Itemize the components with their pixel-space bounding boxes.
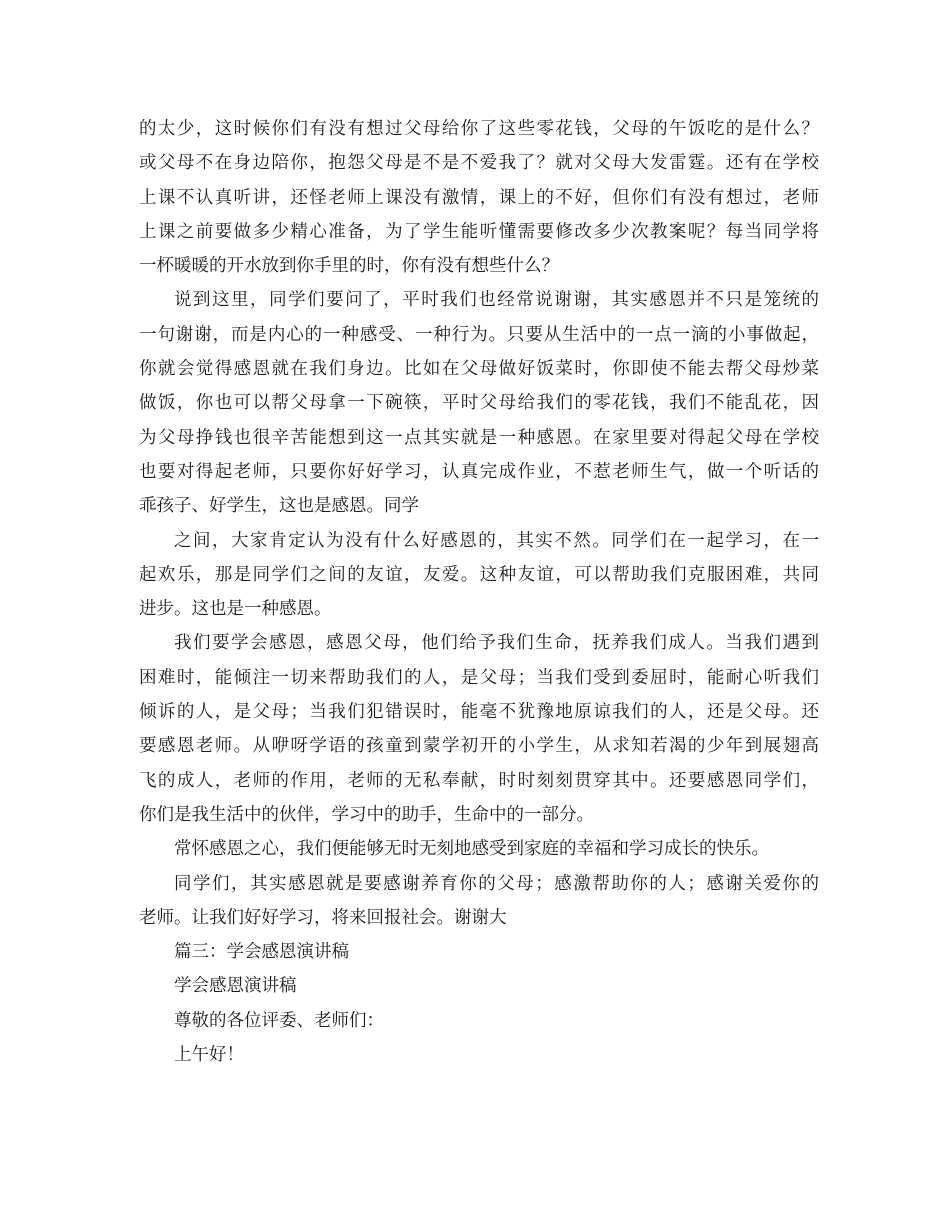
text-line: 一句谢谢，而是内心的一种感受、一种行为。只要从生活中的一点一滴的小事做起， xyxy=(139,324,819,345)
text-line: 也要对得起老师，只要你好好学习，认真完成作业，不惹老师生气，做一个听话的 xyxy=(139,461,819,482)
text-line: 上午好！ xyxy=(174,1045,244,1066)
text-line: 一杯暖暖的开水放到你手里的时，你有没有想些什么？ xyxy=(139,256,559,277)
text-line: 篇三：学会感恩演讲稿 xyxy=(174,942,349,963)
text-line: 的太少，这时候你们有没有想过父母给你了这些零花钱，父母的午饭吃的是什么？ xyxy=(139,119,819,139)
text-line: 同学们，其实感恩就是要感谢养育你的父母；感激帮助你的人；感谢关爱你的 xyxy=(174,873,819,894)
text-line: 我们要学会感恩，感恩父母，他们给予我们生命，抚养我们成人。当我们遇到 xyxy=(174,633,819,654)
text-line: 上课之前要做多少精心准备，为了学生能听懂需要修改多少次教案呢？每当同学将 xyxy=(139,221,819,242)
document-body xyxy=(139,112,819,1072)
text-line: 要感恩老师。从咿呀学语的孩童到蒙学初开的小学生，从求知若渴的少年到展翅高 xyxy=(139,736,819,757)
text-line: 为父母挣钱也很辛苦能想到这一点其实就是一种感恩。在家里要对得起父母在学校 xyxy=(139,427,819,448)
text-line: 常怀感恩之心，我们便能够无时无刻地感受到家庭的幸福和学习成长的快乐。 xyxy=(174,839,769,860)
text-line: 倾诉的人，是父母；当我们犯错误时，能毫不犹豫地原谅我们的人，还是父母。还 xyxy=(139,702,819,723)
text-line: 飞的成人，老师的作用，老师的无私奉献，时时刻刻贯穿其中。还要感恩同学们， xyxy=(139,770,819,791)
text-line: 你们是我生活中的伙伴，学习中的助手，生命中的一部分。 xyxy=(139,804,594,825)
text-line: 说到这里，同学们要问了，平时我们也经常说谢谢，其实感恩并不只是笼统的 xyxy=(174,290,819,311)
text-line: 尊敬的各位评委、老师们： xyxy=(174,1010,384,1031)
text-line: 或父母不在身边陪你，抱怨父母是不是不爱我了？就对父母大发雷霆。还有在学校 xyxy=(139,153,819,174)
text-line: 之间，大家肯定认为没有什么好感恩的，其实不然。同学们在一起学习，在一 xyxy=(174,530,819,551)
text-line: 进步。这也是一种感恩。 xyxy=(139,599,332,620)
text-line: 起欢乐，那是同学们之间的友谊，友爱。这种友谊，可以帮助我们克服困难，共同 xyxy=(139,564,819,585)
text-line: 做饭，你也可以帮父母拿一下碗筷，平时父母给我们的零花钱，我们不能乱花，因 xyxy=(139,393,819,414)
text-line: 学会感恩演讲稿 xyxy=(174,976,297,997)
text-line: 老师。让我们好好学习，将来回报社会。谢谢大 xyxy=(139,907,507,928)
text-line: 乖孩子、好学生，这也是感恩。同学 xyxy=(139,496,419,517)
text-line: 困难时，能倾注一切来帮助我们的人，是父母；当我们受到委屈时，能耐心听我们 xyxy=(139,667,819,688)
text-line: 上课不认真听讲，还怪老师上课没有激情，课上的不好，但你们有没有想过，老师 xyxy=(139,187,819,208)
text-line: 你就会觉得感恩就在我们身边。比如在父母做好饭菜时，你即使不能去帮父母炒菜 xyxy=(139,359,819,380)
